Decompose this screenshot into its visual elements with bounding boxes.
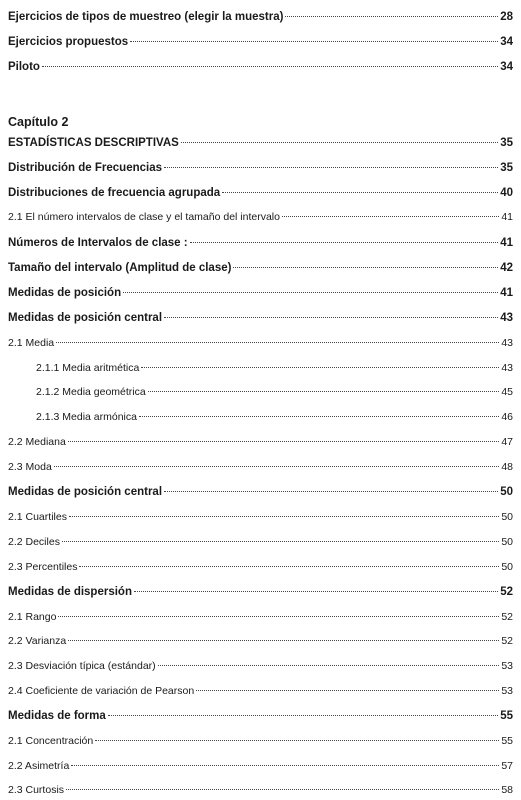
toc-entry[interactable] <box>8 609 513 625</box>
toc-entry-page: 53 <box>501 660 513 672</box>
dot-leader <box>69 516 499 517</box>
toc-entry-page: 41 <box>501 211 513 223</box>
toc-entry-page: 52 <box>501 635 513 647</box>
toc-entry-page: 50 <box>501 536 513 548</box>
toc-entry[interactable] <box>8 9 513 25</box>
toc-entry-page: 52 <box>501 611 513 623</box>
toc-entry-page: 48 <box>501 461 513 473</box>
toc-entry[interactable] <box>8 160 513 176</box>
toc-entry-page: 52 <box>500 586 513 598</box>
toc-entry-label: 2.1 Concentración <box>8 735 94 747</box>
dot-leader <box>141 367 499 368</box>
toc-entry[interactable] <box>8 683 513 699</box>
toc-entry-label: Medidas de posición <box>8 287 122 299</box>
dot-leader <box>285 16 498 17</box>
dot-leader <box>56 342 499 343</box>
toc-entry-label: Ejercicios de tipos de muestreo (elegir la muestra) <box>8 11 284 23</box>
toc-entry-label: Medidas de forma <box>8 710 106 722</box>
toc-entry[interactable] <box>8 559 513 575</box>
toc-entry[interactable] <box>8 534 513 550</box>
toc-entry[interactable] <box>8 285 513 301</box>
toc-entry-label: 2.3 Desviación típica (estándar) <box>8 660 156 672</box>
toc-entry-page: 46 <box>501 411 513 423</box>
toc-entry-page: 42 <box>500 262 513 274</box>
toc-entry[interactable] <box>8 185 513 201</box>
toc-entry-page: 40 <box>500 187 513 199</box>
toc-entry-page: 34 <box>500 36 513 48</box>
dot-leader <box>222 192 498 193</box>
toc-entry-label: Piloto <box>8 61 40 73</box>
toc-entry-page: 35 <box>500 137 513 149</box>
dot-leader <box>164 491 498 492</box>
toc-entry-label: 2.2 Varianza <box>8 635 67 647</box>
toc-entry[interactable] <box>8 733 513 749</box>
toc-entry-label: ESTADÍSTICAS DESCRIPTIVAS <box>8 137 179 149</box>
toc-entry[interactable] <box>8 235 513 251</box>
toc-entry-page: 58 <box>501 784 513 796</box>
toc-entry-label: Números de Intervalos de clase : <box>8 237 188 249</box>
toc-entry-page: 41 <box>500 237 513 249</box>
toc-entry[interactable] <box>8 459 513 475</box>
toc-entry-page: 34 <box>500 61 513 73</box>
toc-entry[interactable] <box>8 758 513 774</box>
toc-entry-label: 2.1 El número intervalos de clase y el tamaño del intervalo <box>8 211 280 223</box>
dot-leader <box>130 41 498 42</box>
toc-entry-label: Distribuciones de frecuencia agrupada <box>8 187 221 199</box>
dot-leader <box>68 640 499 641</box>
dot-leader <box>58 616 499 617</box>
toc-entry[interactable] <box>36 409 513 425</box>
toc-entry-label: 2.2 Asimetría <box>8 760 70 772</box>
toc-entry-label: Distribución de Frecuencias <box>8 162 163 174</box>
toc-entry-page: 41 <box>500 287 513 299</box>
toc-entry-label: 2.1.3 Media armónica <box>36 411 137 423</box>
toc-entry[interactable] <box>8 633 513 649</box>
toc-entry[interactable] <box>8 584 513 600</box>
toc-entry-page: 50 <box>501 561 513 573</box>
toc-entry[interactable] <box>8 335 513 351</box>
toc-entry-label: 2.1 Rango <box>8 611 57 623</box>
toc-entry[interactable] <box>36 384 513 400</box>
dot-leader <box>158 665 500 666</box>
dot-leader <box>148 391 500 392</box>
dot-leader <box>196 690 499 691</box>
toc-entry-page: 43 <box>501 362 513 374</box>
toc-entry[interactable] <box>8 135 513 151</box>
dot-leader <box>79 566 499 567</box>
toc-entry-label: 2.1 Media <box>8 337 55 349</box>
toc-entry-label: Ejercicios propuestos <box>8 36 129 48</box>
toc-entry-label: 2.4 Coeficiente de variación de Pearson <box>8 685 195 697</box>
toc-entry-label: Tamaño del intervalo (Amplitud de clase) <box>8 262 232 274</box>
dot-leader <box>139 416 499 417</box>
toc-entry-label: 2.3 Percentiles <box>8 561 78 573</box>
toc-entry-label: Medidas de posición central <box>8 312 163 324</box>
toc-entry-page: 50 <box>501 511 513 523</box>
toc-entry[interactable] <box>8 434 513 450</box>
toc-entry-page: 47 <box>501 436 513 448</box>
dot-leader <box>54 466 500 467</box>
dot-leader <box>123 292 498 293</box>
toc-entry-label: 2.3 Moda <box>8 461 52 473</box>
toc-entry-label: Medidas de dispersión <box>8 586 132 598</box>
toc-entry-label: 2.1.1 Media aritmética <box>36 362 140 374</box>
toc-entry-page: 45 <box>501 386 513 398</box>
toc-entry[interactable] <box>8 484 513 500</box>
toc-entry[interactable] <box>8 708 513 724</box>
toc-entry-label: 2.3 Curtosis <box>8 784 65 796</box>
toc-entry-page: 35 <box>500 162 513 174</box>
toc-entry-label: Medidas de posición central <box>8 486 163 498</box>
dot-leader <box>108 715 498 716</box>
dot-leader <box>66 789 499 790</box>
toc-entry-label: 2.2 Deciles <box>8 536 60 548</box>
dot-leader <box>282 216 499 217</box>
dot-leader <box>95 740 499 741</box>
toc-entry-label: 2.1 Cuartiles <box>8 511 67 523</box>
toc-entry[interactable] <box>8 209 513 225</box>
toc-entry[interactable] <box>8 310 513 326</box>
toc-entry[interactable] <box>36 360 513 376</box>
chapter-title: Capítulo 2 <box>8 115 69 129</box>
dot-leader <box>71 765 499 766</box>
toc-entry-page: 55 <box>500 710 513 722</box>
toc-entry-page: 43 <box>501 337 513 349</box>
dot-leader <box>62 541 499 542</box>
dot-leader <box>164 317 498 318</box>
toc-entry-page: 28 <box>500 11 513 23</box>
dot-leader <box>233 267 498 268</box>
dot-leader <box>164 167 498 168</box>
toc-entry[interactable] <box>8 59 513 75</box>
toc-entry[interactable] <box>8 782 513 798</box>
dot-leader <box>181 142 498 143</box>
dot-leader <box>190 242 499 243</box>
toc-entry[interactable] <box>8 658 513 674</box>
toc-entry-page: 43 <box>500 312 513 324</box>
toc-entry-page: 55 <box>501 735 513 747</box>
toc-entry[interactable] <box>8 260 513 276</box>
toc-entry[interactable] <box>8 34 513 50</box>
toc-entry-label: 2.1.2 Media geométrica <box>36 386 146 398</box>
toc-entry-label: 2.2 Mediana <box>8 436 66 448</box>
toc-entry[interactable] <box>8 509 513 525</box>
dot-leader <box>68 441 500 442</box>
dot-leader <box>42 66 498 67</box>
dot-leader <box>134 591 498 592</box>
toc-entry-page: 50 <box>500 486 513 498</box>
toc-entry-page: 57 <box>501 760 513 772</box>
toc-entry-page: 53 <box>501 685 513 697</box>
